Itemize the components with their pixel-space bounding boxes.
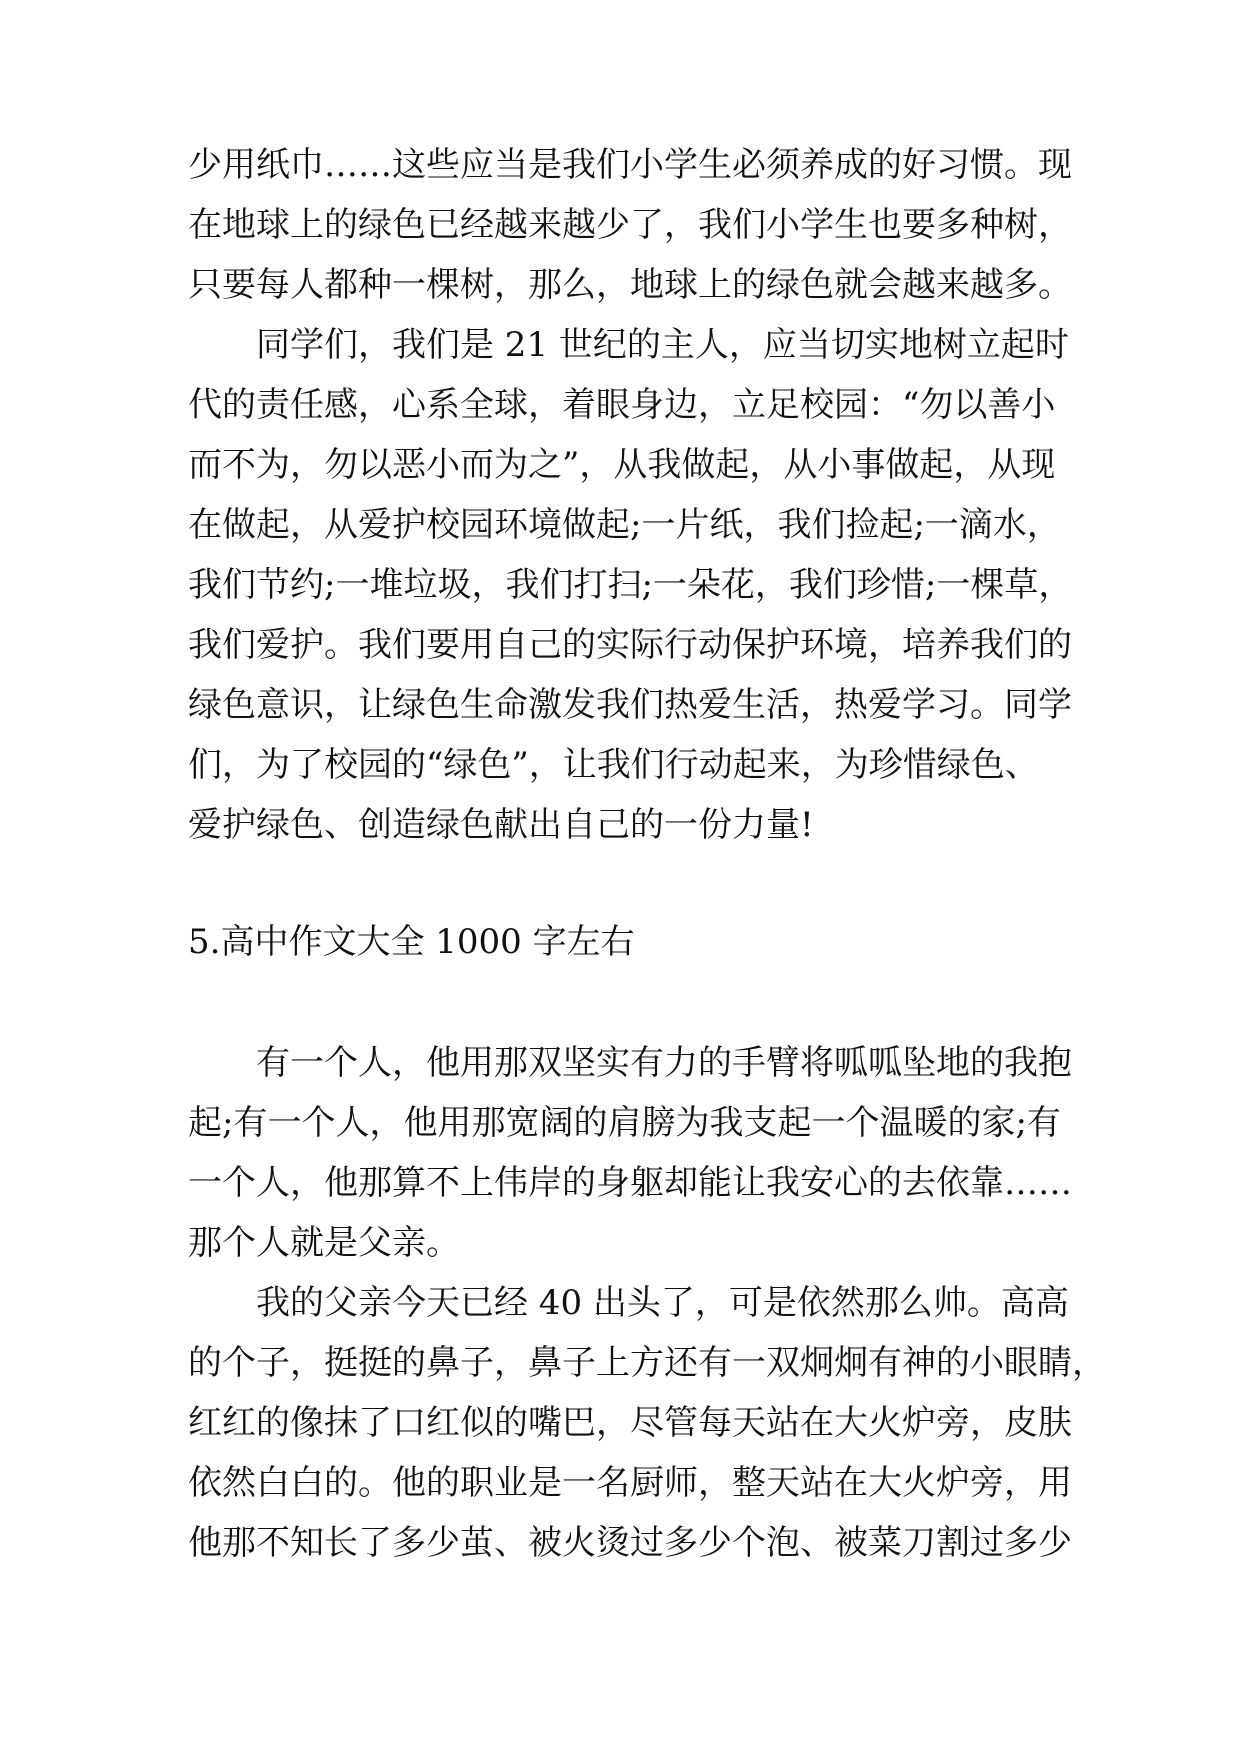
section-heading: 5.高中作文大全 1000 字左右 (188, 922, 635, 962)
paragraph-line: 在做起，从爱护校园环境做起;一片纸，我们捡起;一滴水， (188, 505, 1061, 545)
paragraph-line: 起;有一个人，他用那宽阔的肩膀为我支起一个温暖的家;有 (188, 1103, 1061, 1143)
paragraph-line: 红红的像抹了口红似的嘴巴，尽管每天站在大火炉旁，皮肤 (188, 1403, 1072, 1443)
paragraph-line: 我的父亲今天已经 40 出头了，可是依然那么帅。高高 (256, 1283, 1069, 1323)
paragraph-line: 代的责任感，心系全球，着眼身边，立足校园：“勿以善小 (188, 385, 1056, 425)
paragraph-line: 而不为，勿以恶小而为之”，从我做起，从小事做起，从现 (188, 445, 1056, 485)
paragraph-line: 我们爱护。我们要用自己的实际行动保护环境，培养我们的 (188, 625, 1072, 665)
paragraph-line: 有一个人，他用那双坚实有力的手臂将呱呱坠地的我抱 (256, 1043, 1072, 1083)
paragraph-line: 们，为了校园的“绿色”，让我们行动起来，为珍惜绿色、 (188, 745, 1039, 785)
paragraph-line: 的个子，挺挺的鼻子，鼻子上方还有一双炯炯有神的小眼睛， (188, 1343, 1106, 1383)
paragraph-line: 我们节约;一堆垃圾，我们打扫;一朵花，我们珍惜;一棵草， (188, 565, 1073, 605)
paragraph-line: 依然白白的。他的职业是一名厨师，整天站在大火炉旁，用 (188, 1463, 1072, 1503)
paragraph-line: 爱护绿色、创造绿色献出自己的一份力量! (188, 805, 814, 845)
paragraph-line: 一个人，他那算不上伟岸的身躯却能让我安心的去依靠…… (188, 1163, 1072, 1203)
paragraph-line: 只要每人都种一棵树，那么，地球上的绿色就会越来越多。 (188, 265, 1072, 305)
paragraph-line: 他那不知长了多少茧、被火烫过多少个泡、被菜刀割过多少 (188, 1523, 1072, 1563)
paragraph-line: 少用纸巾……这些应当是我们小学生必须养成的好习惯。现 (188, 145, 1072, 185)
paragraph-line: 同学们，我们是 21 世纪的主人，应当切实地树立起时 (256, 325, 1069, 365)
paragraph-line: 绿色意识，让绿色生命激发我们热爱生活，热爱学习。同学 (188, 685, 1072, 725)
paragraph-line: 在地球上的绿色已经越来越少了，我们小学生也要多种树， (188, 205, 1072, 245)
paragraph-line: 那个人就是父亲。 (188, 1223, 460, 1263)
